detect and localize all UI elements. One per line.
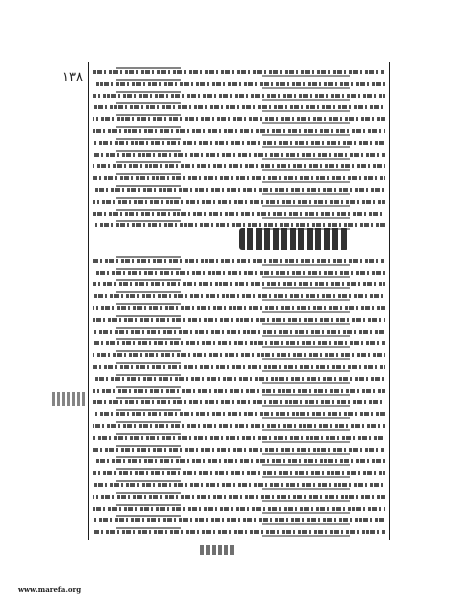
script-stroke [93, 188, 385, 192]
manuscript-line [93, 66, 385, 78]
script-stroke [93, 353, 385, 357]
manuscript-line [93, 396, 385, 408]
script-stroke [93, 153, 385, 157]
marginal-note [52, 392, 86, 406]
manuscript-line [93, 125, 385, 137]
script-stroke [93, 424, 385, 428]
manuscript-line [93, 219, 385, 231]
manuscript-line [93, 255, 385, 267]
manuscript-line [93, 208, 385, 220]
script-stroke [93, 318, 385, 322]
script-stroke [93, 82, 385, 86]
script-stroke [93, 200, 385, 204]
manuscript-line [93, 526, 385, 538]
script-stroke [93, 448, 385, 452]
script-stroke [93, 223, 385, 227]
script-stroke [93, 330, 385, 334]
script-stroke [93, 389, 385, 393]
script-stroke [93, 294, 385, 298]
script-stroke [93, 164, 385, 168]
script-stroke [93, 141, 385, 145]
script-stroke [93, 530, 385, 534]
script-stroke [93, 94, 385, 98]
manuscript-line [93, 408, 385, 420]
manuscript-line [93, 467, 385, 479]
manuscript-line [93, 101, 385, 113]
manuscript-line [93, 514, 385, 526]
manuscript-line [93, 137, 385, 149]
script-stroke [93, 117, 385, 121]
manuscript-line [93, 385, 385, 397]
manuscript-line [93, 491, 385, 503]
script-stroke [93, 471, 385, 475]
manuscript-line [93, 349, 385, 361]
website-url: www.marefa.org [18, 585, 82, 594]
manuscript-line [93, 326, 385, 338]
script-stroke [93, 271, 385, 275]
manuscript-line [93, 184, 385, 196]
manuscript-line [93, 302, 385, 314]
script-stroke [93, 400, 385, 404]
manuscript-line [93, 314, 385, 326]
script-stroke [93, 212, 385, 216]
script-stroke [93, 306, 385, 310]
script-stroke [93, 105, 385, 109]
manuscript-line [93, 361, 385, 373]
manuscript-line [93, 337, 385, 349]
script-stroke [93, 259, 385, 263]
manuscript-line [93, 444, 385, 456]
script-stroke [93, 129, 385, 133]
script-stroke [93, 365, 385, 369]
manuscript-line [93, 149, 385, 161]
manuscript-line [93, 290, 385, 302]
manuscript-line [93, 373, 385, 385]
manuscript-line [93, 113, 385, 125]
catchword [200, 545, 236, 555]
manuscript-line [93, 160, 385, 172]
script-stroke [93, 459, 385, 463]
manuscript-line [93, 196, 385, 208]
script-stroke [93, 412, 385, 416]
manuscript-text-block [88, 62, 390, 540]
script-stroke [93, 483, 385, 487]
manuscript-line [93, 420, 385, 432]
manuscript-line [93, 432, 385, 444]
manuscript-line [93, 90, 385, 102]
manuscript-line [93, 278, 385, 290]
script-stroke [93, 436, 385, 440]
manuscript-line [93, 78, 385, 90]
script-stroke [93, 507, 385, 511]
script-stroke [93, 518, 385, 522]
script-stroke [93, 70, 385, 74]
script-stroke [93, 377, 385, 381]
manuscript-line [93, 172, 385, 184]
page-number: ۱۳۸ [62, 70, 83, 85]
script-stroke [93, 176, 385, 180]
manuscript-line [93, 455, 385, 467]
script-stroke [93, 341, 385, 345]
script-stroke [93, 495, 385, 499]
script-stroke [93, 282, 385, 286]
manuscript-line [93, 267, 385, 279]
manuscript-line [93, 503, 385, 515]
manuscript-line [93, 479, 385, 491]
